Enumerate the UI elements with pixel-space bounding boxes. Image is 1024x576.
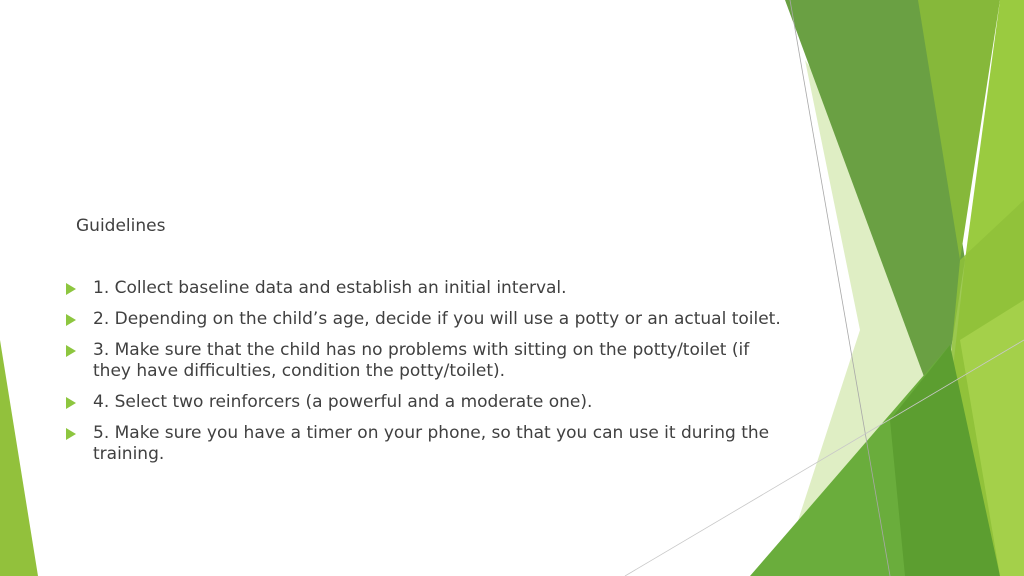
bullet-text: 5. Make sure you have a timer on your phone, so that you can use it during the training. [93,423,770,464]
list-item [64,392,784,413]
page-title: Guidelines [76,216,166,236]
bullet-text: 1. Collect baseline data and establish an initial interval. [93,278,567,298]
bullet-arrow-icon [66,345,76,357]
bullet-arrow-icon [66,283,76,295]
bullet-arrow-icon [66,397,76,409]
bullet-list [64,278,784,475]
list-item [64,340,784,382]
left-green-shape [0,340,38,576]
list-item [64,423,784,465]
list-item [64,278,784,299]
bullet-arrow-icon [66,428,76,440]
bullet-text: 3. Make sure that the child has no problems with sitting on the potty/toilet (if they have difficulties, condition the potty/toilet). [93,340,750,381]
bullet-text: 2. Depending on the child’s age, decide if you will use a potty or an actual toilet. [93,309,781,329]
bullet-text: 4. Select two reinforcers (a powerful and a moderate one). [93,392,593,412]
bullet-arrow-icon [66,314,76,326]
list-item [64,309,784,330]
